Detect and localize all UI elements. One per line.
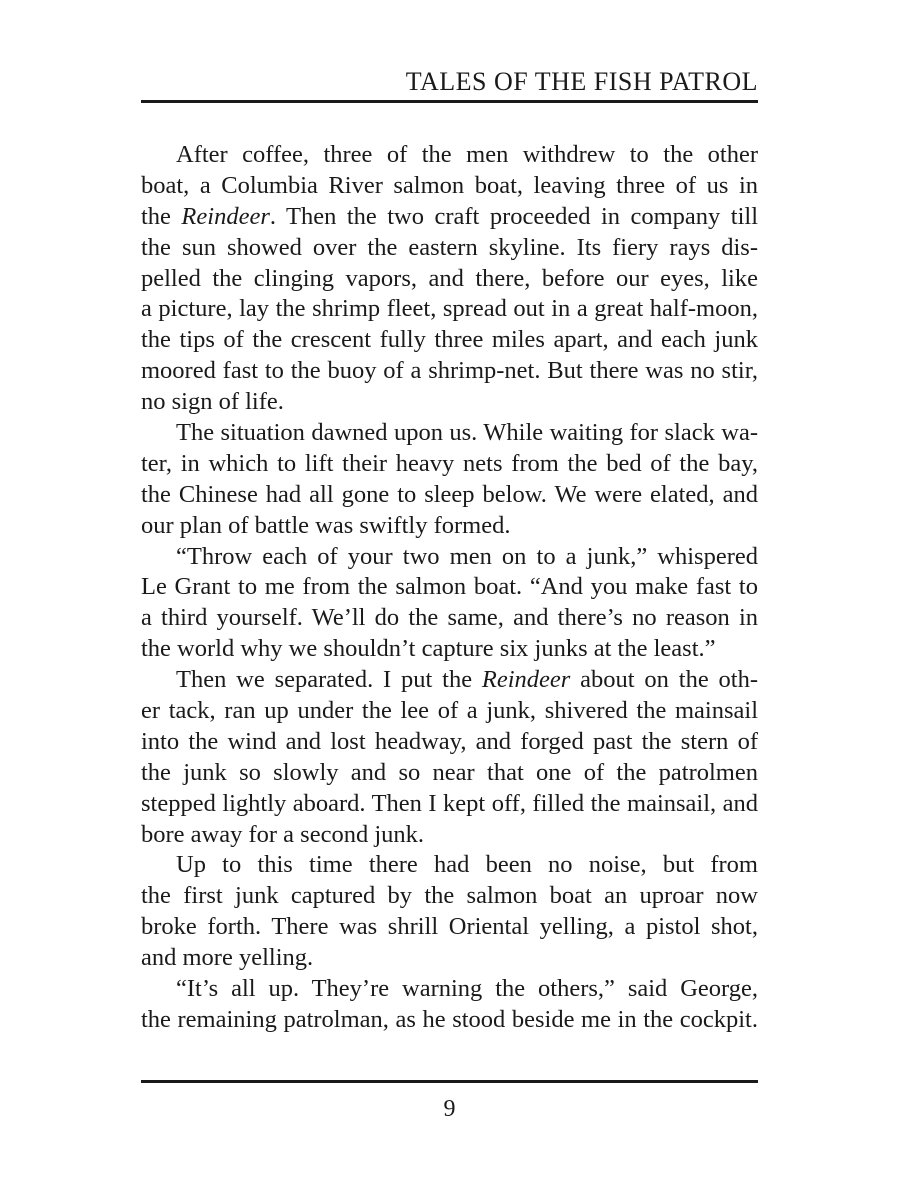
text-line: the tips of the crescent fully three miles apart, and each junk (141, 326, 758, 354)
text-line: into the wind and lost headway, and forged past the stern of (141, 727, 758, 755)
text-line: stepped lightly aboard. Then I kept off, filled the mainsail, and (141, 789, 758, 817)
text-line: broke forth. There was shrill Oriental yelling, a pistol shot, (141, 913, 758, 941)
text-span: . Then the two craft proceeded in company till (269, 202, 759, 230)
text-line: no sign of life. (141, 388, 284, 416)
text-line: a picture, lay the shrimp fleet, spread out in a great half-moon, (141, 295, 758, 323)
header-rule (141, 100, 758, 103)
text-span: about on the oth- (570, 666, 758, 694)
text-line: “Throw each of your two men on to a junk,” whispered (176, 542, 758, 570)
text-line: ter, in which to lift their heavy nets from the bed of the bay, (141, 449, 758, 477)
text-span: Then we separated. I put the (176, 666, 482, 694)
text-line: the sun showed over the eastern skyline. Its fiery rays dis- (141, 233, 758, 261)
italic-boat-name: Reindeer (481, 666, 571, 694)
page-number: 9 (443, 1096, 456, 1122)
text-span: the (141, 202, 182, 230)
text-line: er tack, ran up under the lee of a junk, shivered the mainsail (141, 697, 758, 725)
text-line: moored fast to the buoy of a shrimp-net. But there was no stir, (141, 357, 758, 385)
text-line: a third yourself. We’ll do the same, and there’s no reason in (141, 604, 758, 632)
text-line: the junk so slowly and so near that one of the patrolmen (141, 758, 758, 786)
text-line: The situation dawned upon us. While waiting for slack wa- (176, 419, 758, 447)
text-line (141, 202, 758, 233)
text-line: Up to this time there had been no noise, but from (176, 851, 758, 879)
text-line: and more yelling. (141, 944, 314, 972)
text-line: the world why we shouldn’t capture six junks at the least.” (141, 635, 716, 663)
text-line: Le Grant to me from the salmon boat. “And you make fast to (141, 573, 758, 601)
text-line: pelled the clinging vapors, and there, before our eyes, like (141, 264, 758, 292)
text-line: bore away for a second junk. (141, 820, 425, 848)
text-line: the remaining patrolman, as he stood beside me in the cockpit. (141, 1005, 758, 1033)
text-line (141, 665, 758, 696)
text-line: the first junk captured by the salmon boat an uproar now (141, 882, 758, 910)
text-line: the Chinese had all gone to sleep below. We were elated, and (141, 480, 758, 508)
body-text (141, 140, 758, 1036)
footer-rule (141, 1080, 758, 1083)
text-line: our plan of battle was swiftly formed. (141, 511, 511, 539)
text-line: After coffee, three of the men withdrew to the other (176, 141, 758, 168)
text-line: boat, a Columbia River salmon boat, leaving three of us in (141, 171, 758, 199)
italic-boat-name: Reindeer (181, 202, 270, 230)
text-line: “It’s all up. They’re warning the others,” said George, (176, 975, 758, 1003)
running-head-title: TALES OF THE FISH PATROL (405, 67, 758, 96)
